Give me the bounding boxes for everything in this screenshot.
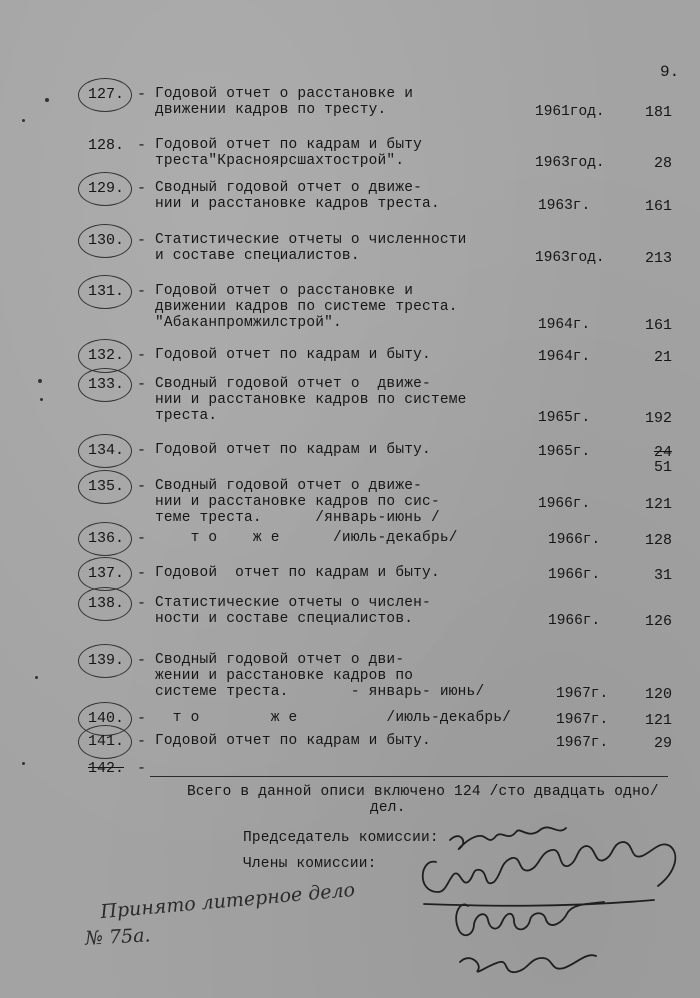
entry-year: 1967г. <box>556 686 609 702</box>
entry-number: 139. <box>88 652 125 669</box>
entry-year: 1963г. <box>538 198 591 214</box>
entry-sheet-count: 21 <box>653 349 672 366</box>
entry-year: 1964г. <box>538 317 591 333</box>
entry-number: 132. <box>88 347 125 364</box>
entry-description-line: треста. <box>155 408 218 424</box>
entry-description-line: Сводный годовой отчет о движе- <box>155 180 423 196</box>
page-number: 9. <box>660 63 680 81</box>
entry-description-line: Сводный годовой отчет о движе- <box>155 376 431 392</box>
margin-speck <box>45 98 49 102</box>
entry-dash: - <box>137 530 147 547</box>
member-signature-2-stroke <box>456 902 604 935</box>
entry-dash: - <box>137 733 147 750</box>
entry-year: 1961год. <box>535 104 605 120</box>
entry-dash: - <box>137 347 147 364</box>
entry-number-circle <box>78 557 132 591</box>
entry-sheet-count: 161 <box>644 317 672 334</box>
entry-dash: - <box>137 478 147 495</box>
entry-year: 1963год. <box>535 155 605 171</box>
entry-description-line: теме треста. /январь-июнь / <box>155 510 440 526</box>
entry-dash: - <box>137 760 147 777</box>
entry-number: 141. <box>88 733 125 750</box>
entry-dash: - <box>137 232 147 249</box>
closing-line <box>150 776 668 777</box>
entry-number-circle <box>78 470 132 504</box>
member-signature-1-stroke <box>423 842 676 892</box>
entry-description-line: движении кадров по тресту. <box>155 102 387 118</box>
entry-description-line: ности и составе специалистов. <box>155 611 414 627</box>
entry-year: 1966г. <box>548 567 601 583</box>
entry-description-line: Статистические отчеты о числен- <box>155 595 431 611</box>
entry-dash: - <box>137 283 147 300</box>
entry-number: 129. <box>88 180 125 197</box>
entry-sheet-count: 121 <box>644 712 672 729</box>
entry-year: 1965г. <box>538 444 591 460</box>
entry-description-line: треста"Красноярсшахтострой". <box>155 153 405 169</box>
entry-year: 1966г. <box>538 496 591 512</box>
chairman-signature-stroke <box>450 827 566 849</box>
entry-year: 1966г. <box>548 532 601 548</box>
entry-description-line: Годовой отчет по кадрам и быту <box>155 137 423 153</box>
entry-number: 130. <box>88 232 125 249</box>
members-label: Члены комиссии: <box>243 856 377 872</box>
entry-dash: - <box>137 137 147 154</box>
entry-number-circle <box>78 434 132 468</box>
entry-description-line: т о ж е /июль-декабрь/ <box>155 710 512 726</box>
entry-description-line: Сводный годовой отчет о дви- <box>155 652 405 668</box>
entry-description-line: Годовой отчет по кадрам и быту. <box>155 347 431 363</box>
member-signature-3-stroke <box>460 955 596 972</box>
entry-year: 1966г. <box>548 613 601 629</box>
entry-number-circle <box>78 368 132 402</box>
entry-description-line: Годовой отчет по кадрам и быту. <box>155 565 440 581</box>
entry-description-line: движении кадров по системе треста. <box>155 299 458 315</box>
entry-sheet-count: 29 <box>653 735 672 752</box>
entry-description-line: нии и расстановке кадров по сис- <box>155 494 440 510</box>
entry-dash: - <box>137 710 147 727</box>
entry-number-circle <box>78 224 132 258</box>
entry-number-circle <box>78 644 132 678</box>
entry-year: 1964г. <box>538 349 591 365</box>
entry-number-circle <box>78 587 132 621</box>
entry-number: 137. <box>88 565 125 582</box>
entry-number: 133. <box>88 376 125 393</box>
entry-number: 135. <box>88 478 125 495</box>
entry-description-line: нии и расстановке кадров треста. <box>155 196 440 212</box>
summary-line: Всего в данной описи включено 124 /сто двадцать одно/ <box>187 784 659 800</box>
summary-line-end: дел. <box>370 800 406 816</box>
entry-number-circle <box>78 78 132 112</box>
entry-dash: - <box>137 652 147 669</box>
entry-sheet-count: 128 <box>644 532 672 549</box>
entry-description-line: и составе специалистов. <box>155 248 360 264</box>
entry-description-line: т о ж е /июль-декабрь/ <box>155 530 458 546</box>
entry-description-line: жении и расстановке кадров по <box>155 668 414 684</box>
entry-sheet-count: 121 <box>644 496 672 513</box>
entry-description-line: "Абаканпромжилстрой". <box>155 315 342 331</box>
entry-sheet-count: 28 <box>653 155 672 172</box>
entry-description-line: Годовой отчет по кадрам и быту. <box>155 442 431 458</box>
handwritten-note: Принято литерное дело <box>99 878 356 924</box>
entry-dash: - <box>137 180 147 197</box>
entry-year: 1965г. <box>538 410 591 426</box>
entry-number: 134. <box>88 442 125 459</box>
entry-number: 131. <box>88 283 125 300</box>
entry-number: 136. <box>88 530 125 547</box>
entry-sheet-count: 31 <box>653 567 672 584</box>
entry-description-line: Статистические отчеты о численности <box>155 232 467 248</box>
entry-sheet-count: 120 <box>644 686 672 703</box>
handwritten-note-number: № 75а. <box>84 924 152 950</box>
entry-sheet-count: 24 <box>653 444 672 461</box>
entry-sheet-count-corrected: 51 <box>653 459 672 476</box>
entry-year: 1967г. <box>556 735 609 751</box>
signatures <box>390 812 690 992</box>
entry-description-line: Годовой отчет о расстановке и <box>155 86 414 102</box>
margin-speck <box>22 762 25 765</box>
entry-number: 140. <box>88 710 125 727</box>
entry-description-line: Годовой отчет по кадрам и быту. <box>155 733 431 749</box>
entry-description-line: системе треста. - январь- июнь/ <box>155 684 485 700</box>
entry-number-circle <box>78 522 132 556</box>
entry-sheet-count: 161 <box>644 198 672 215</box>
member-signature-1-underline <box>424 900 654 906</box>
entry-dash: - <box>137 565 147 582</box>
margin-speck <box>40 398 43 401</box>
chairman-label: Председатель комиссии: <box>243 830 439 846</box>
entry-number-circle <box>78 275 132 309</box>
entry-dash: - <box>137 376 147 393</box>
struck-number: 142. <box>88 760 125 777</box>
entry-number: 127. <box>88 86 125 103</box>
entry-sheet-count: 192 <box>644 410 672 427</box>
margin-speck <box>38 379 42 383</box>
entry-number: 138. <box>88 595 125 612</box>
entry-sheet-count: 213 <box>644 250 672 267</box>
entry-description-line: нии и расстановке кадров по системе <box>155 392 467 408</box>
entry-dash: - <box>137 595 147 612</box>
entry-number: 128. <box>88 137 125 154</box>
margin-speck <box>22 119 25 122</box>
entry-year: 1963год. <box>535 250 605 266</box>
entry-dash: - <box>137 442 147 459</box>
entry-year: 1967г. <box>556 712 609 728</box>
entry-number-circle <box>78 172 132 206</box>
entry-number-circle <box>78 725 132 759</box>
entry-dash: - <box>137 86 147 103</box>
entry-sheet-count: 181 <box>644 104 672 121</box>
margin-speck <box>35 676 38 679</box>
entry-sheet-count: 126 <box>644 613 672 630</box>
entry-description-line: Годовой отчет о расстановке и <box>155 283 414 299</box>
entry-description-line: Сводный годовой отчет о движе- <box>155 478 423 494</box>
